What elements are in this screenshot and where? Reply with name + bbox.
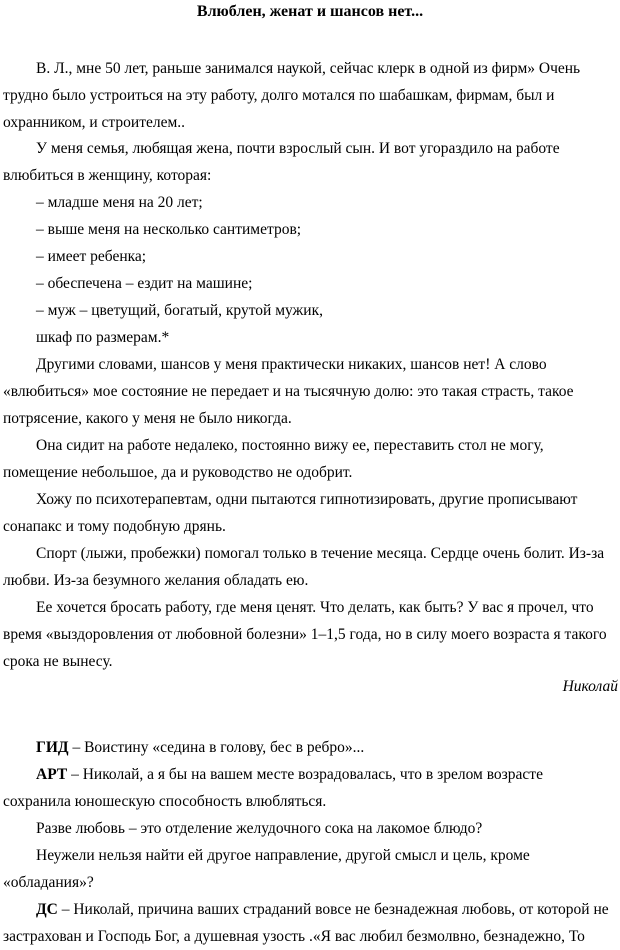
text-line: Спорт (лыжи, пробежки) помогал только в течение месяца. Сердце очень болит. Из-за [36, 545, 605, 562]
list-item: – муж – цветущий, богатый, крутой мужик, [36, 302, 323, 319]
speaker-label: ДС [36, 901, 58, 918]
letter-paragraph-4 [3, 432, 620, 486]
text-line: «обладания»? [3, 874, 94, 891]
speaker-label: ГИД [36, 739, 69, 756]
list-item: – обеспечена – ездит на машине; [36, 275, 253, 292]
text-line: срока не вынесу. [3, 653, 113, 670]
list-item: – имеет ребенка; [36, 248, 147, 265]
letter-paragraph-3 [3, 351, 620, 432]
text-line: помещение небольшое, да и руководство не одобрит. [3, 464, 353, 481]
text-line: Неужели нельзя найти ей другое направление, другой смысл и цель, кроме [36, 847, 530, 864]
article-title: Влюблен, женат и шансов нет... [196, 3, 424, 20]
text-line: У меня семья, любящая жена, почти взрослый сын. И вот угораздило на работе [36, 140, 560, 157]
text-line: «влюбиться» мое состояние не передает и на тысячную долю: это такая страсть, такое [3, 383, 574, 400]
reply-art [3, 761, 620, 896]
text-line: любви. Из-за безумного желания обладать ею. [3, 572, 309, 589]
speaker-label: АРТ [36, 766, 68, 783]
reply-text: – Николай, а я бы на вашем месте возрадовалась, что в зрелом возрасте [67, 766, 543, 783]
reply-ds [3, 896, 620, 950]
text-line: трудно было устроиться на эту работу, долго мотался по шабашкам, фирмам, был и [3, 87, 555, 104]
text-line: сонапакс и тому подобную дрянь. [3, 518, 226, 535]
letter-paragraph-6 [3, 540, 620, 594]
letter-paragraph-5 [3, 486, 620, 540]
text-line: Ее хочется бросать работу, где меня ценят. Что делать, как быть? У вас я прочел, что [36, 599, 594, 616]
letter-paragraph-2 [3, 135, 620, 189]
text-line: Хожу по психотерапевтам, одни пытаются гипнотизировать, другие прописывают [36, 491, 578, 508]
text-line: влюбиться в женщину, которая: [3, 167, 212, 184]
reply-text: – Воистину «седина в голову, бес в ребро»... [68, 739, 365, 756]
reply-text: – Николай, причина ваших страданий вовсе не безнадежная любовь, от которой не [57, 901, 609, 918]
text-line: охранником, и строителем.. [3, 114, 186, 131]
list-item: шкаф по размерам.* [36, 329, 170, 346]
letter-signature: Николай [562, 678, 618, 695]
text-line: застрахован и Господь Бог, а душевная узость .«Я вас любил безмолвно, безнадежно, То [3, 928, 585, 945]
letter-paragraph-1 [3, 55, 620, 136]
reply-gid [3, 734, 620, 761]
text-line: В. Л., мне 50 лет, раньше занимался наукой, сейчас клерк в одной из фирм» Очень [36, 60, 581, 77]
text-line: сохранила юношескую способность влюбляться. [3, 793, 327, 810]
list-item: – младше меня на 20 лет; [36, 194, 203, 211]
text-line: Другими словами, шансов у меня практически никаких, шансов нет! А слово [36, 356, 547, 373]
criteria-list [3, 189, 620, 351]
text-line: время «выздоровления от любовной болезни» 1–1,5 года, но в силу моего возраста я такого [3, 626, 607, 643]
text-line: Разве любовь – это отделение желудочного сока на лакомое блюдо? [36, 820, 483, 837]
letter-paragraph-7 [3, 594, 620, 675]
text-line: Она сидит на работе недалеко, постоянно вижу ее, переставить стол не могу, [36, 437, 544, 454]
text-line: потрясение, какого у меня не было никогда. [3, 410, 292, 427]
list-item: – выше меня на несколько сантиметров; [36, 221, 302, 238]
